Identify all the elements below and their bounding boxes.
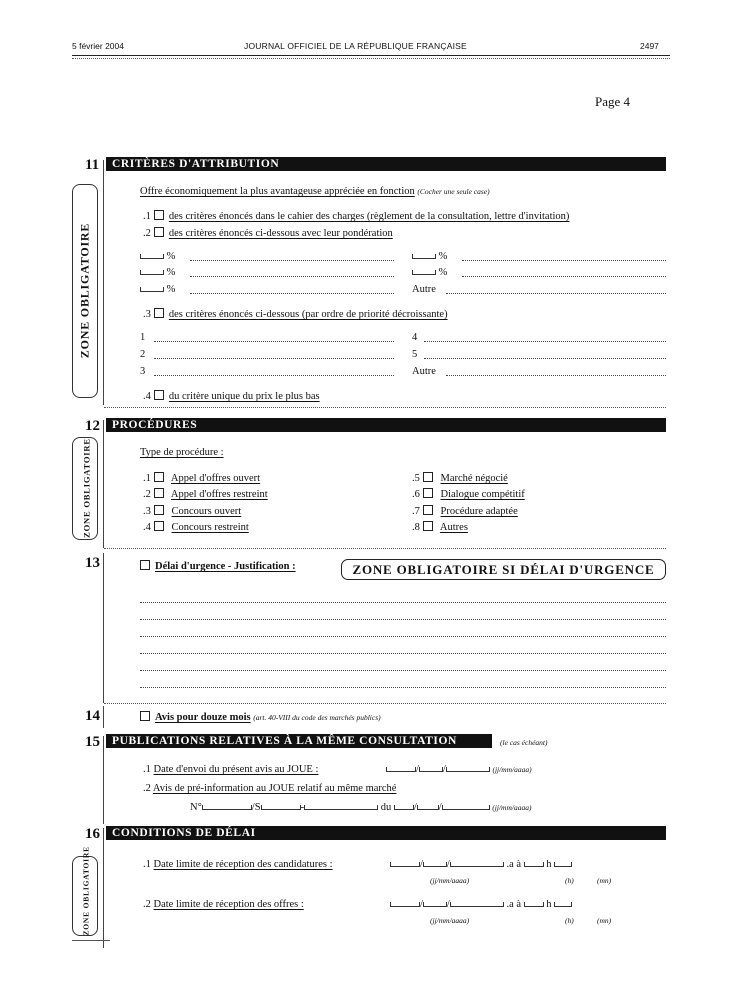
checkbox[interactable] (140, 560, 150, 570)
s15-send-date-field[interactable]: / / (jj/mm/aaaa) (386, 764, 532, 776)
s12-item-7[interactable]: .7 Procédure adaptée (412, 506, 518, 517)
input-line[interactable] (462, 260, 666, 261)
checkbox[interactable] (154, 505, 164, 515)
input-line[interactable] (140, 670, 666, 671)
input-line[interactable] (446, 293, 666, 294)
section-15-note: (le cas échéant) (500, 738, 548, 747)
s16-item-1-label: .1 Date limite de réception des candidatures : (143, 859, 333, 870)
section-11-divider (104, 407, 666, 408)
section-11-zone-frame (72, 184, 98, 398)
s11-weight-autre-label: Autre (412, 284, 436, 295)
s14-annual-notice[interactable]: Avis pour douze mois (art. 40-VIII du code des marchés publics) (140, 711, 381, 724)
input-line[interactable] (154, 375, 394, 376)
section-15-left-rule (103, 736, 104, 824)
input-line[interactable] (446, 375, 666, 376)
input-line[interactable] (154, 358, 394, 359)
input-line[interactable] (462, 276, 666, 277)
section-13-divider (104, 703, 666, 704)
input-line[interactable] (140, 653, 666, 654)
s16-offres-date-field[interactable]: / / .a à h (390, 899, 572, 911)
s11-option-3[interactable]: .3 des critères énoncés ci-dessous (par ordre de priorité décroissante) (143, 309, 448, 320)
s16-item-2-label: .2 Date limite de réception des offres : (143, 899, 304, 910)
s11-option-1[interactable]: .1 des critères énoncés dans le cahier des charges (règlement de la consultation, lettre d'invitation) (143, 211, 570, 222)
s11-weight-row-3-left[interactable]: % (140, 284, 175, 296)
s11-priority-5: 5 (412, 349, 418, 360)
section-13-left-rule (103, 553, 104, 703)
section-12-divider (104, 548, 666, 549)
section-11-left-rule (103, 160, 104, 405)
s15-prior-notice-field[interactable]: N° /S - du / / (jj/mm/aaaa) (190, 802, 532, 813)
input-line[interactable] (140, 687, 666, 688)
section-12-zone-label: ZONE OBLIGATOIRE (81, 438, 92, 538)
checkbox[interactable] (140, 711, 150, 721)
section-11-title: CRITÈRES D'ATTRIBUTION (112, 158, 280, 170)
section-16-zone-frame (72, 846, 98, 936)
section-16-zone-label: ZONE OBLIGATOIRE (81, 846, 91, 936)
section-11-number: 11 (85, 157, 100, 173)
s13-urgency[interactable]: Délai d'urgence - Justification : (140, 560, 296, 573)
checkbox[interactable] (154, 472, 164, 482)
s16-item-1-hour-format: (h) (565, 876, 574, 885)
s12-item-5[interactable]: .5 Marché négocié (412, 473, 508, 484)
s13-zone-badge: ZONE OBLIGATOIRE SI DÉLAI D'URGENCE (341, 559, 666, 580)
s11-option-2[interactable]: .2 des critères énoncés ci-dessous avec leur pondération (143, 228, 393, 239)
section-14-left-rule (103, 706, 104, 728)
page-bottom-rule (72, 940, 110, 941)
s11-weight-row-2-left[interactable]: % (140, 267, 175, 279)
input-line[interactable] (154, 341, 394, 342)
s16-item-2-hour-format: (h) (565, 916, 574, 925)
checkbox[interactable] (423, 521, 433, 531)
section-15-number: 15 (85, 734, 100, 750)
s16-item-1-date-format: (jj/mm/aaaa) (430, 876, 470, 885)
input-line[interactable] (190, 276, 394, 277)
section-16-title: CONDITIONS DE DÉLAI (112, 827, 256, 839)
header-page-number: 2497 (640, 41, 659, 51)
section-12-zone-frame (72, 437, 98, 540)
header-rule (72, 55, 670, 56)
header-rule-dotted (72, 58, 670, 59)
s12-item-2[interactable]: .2 Appel d'offres restreint (143, 489, 268, 500)
input-line[interactable] (190, 260, 394, 261)
s11-priority-4: 4 (412, 332, 418, 343)
input-line[interactable] (140, 636, 666, 637)
section-16-left-rule (103, 828, 104, 948)
s11-weight-row-1-left[interactable]: % (140, 251, 175, 263)
section-12-number: 12 (85, 418, 100, 434)
checkbox[interactable] (154, 390, 164, 400)
s11-priority-autre: Autre (412, 366, 436, 377)
s11-intro: Offre économiquement la plus avantageuse appréciée en fonction (Cocher une seule case) (140, 186, 490, 197)
checkbox[interactable] (154, 227, 164, 237)
section-16-number: 16 (85, 826, 100, 842)
s11-option-4[interactable]: .4 du critère unique du prix le plus bas (143, 391, 320, 402)
input-line[interactable] (424, 341, 666, 342)
section-16-header (106, 826, 666, 840)
checkbox[interactable] (154, 210, 164, 220)
header-date: 5 février 2004 (72, 41, 124, 51)
s12-item-8[interactable]: .8 Autres (412, 522, 468, 533)
page-label: Page 4 (595, 94, 631, 109)
checkbox[interactable] (423, 488, 433, 498)
s16-item-2-date-format: (jj/mm/aaaa) (430, 916, 470, 925)
checkbox[interactable] (154, 521, 164, 531)
s11-priority-3: 3 (140, 366, 146, 377)
checkbox[interactable] (423, 472, 433, 482)
section-15-title: PUBLICATIONS RELATIVES À LA MÊME CONSULTATION (112, 735, 457, 747)
s16-item-2-minute-format: (mn) (597, 916, 612, 925)
input-line[interactable] (190, 293, 394, 294)
section-14-number: 14 (85, 708, 100, 724)
s16-candidatures-date-field[interactable]: / / .a à h (390, 859, 572, 871)
section-11-zone-label: ZONE OBLIGATOIRE (77, 222, 92, 359)
s11-weight-row-2-right[interactable]: % (412, 267, 447, 279)
s12-type-label: Type de procédure : (140, 447, 224, 458)
s12-item-3[interactable]: .3 Concours ouvert (143, 506, 242, 517)
section-11-header (106, 157, 666, 171)
s15-item-2-label: .2 Avis de pré-information au JOUE relatif au même marché (143, 783, 397, 794)
section-12-left-rule (103, 420, 104, 548)
s11-priority-2: 2 (140, 349, 146, 360)
s11-weight-row-1-right[interactable]: % (412, 251, 447, 263)
checkbox[interactable] (154, 488, 164, 498)
s12-item-1[interactable]: .1 Appel d'offres ouvert (143, 473, 261, 484)
s11-priority-1: 1 (140, 332, 146, 343)
header-journal: JOURNAL OFFICIEL DE LA RÉPUBLIQUE FRANÇAISE (244, 41, 467, 51)
section-15-header (106, 734, 492, 748)
section-13-number: 13 (85, 555, 100, 571)
s16-item-1-minute-format: (mn) (597, 876, 612, 885)
s12-item-6[interactable]: .6 Dialogue compétitif (412, 489, 525, 500)
checkbox[interactable] (154, 308, 164, 318)
input-line[interactable] (140, 619, 666, 620)
input-line[interactable] (140, 602, 666, 603)
s15-item-1-label: .1 Date d'envoi du présent avis au JOUE : (143, 764, 319, 775)
section-12-header (106, 418, 666, 432)
s12-item-4[interactable]: .4 Concours restreint (143, 522, 249, 533)
section-12-title: PROCÉDURES (112, 419, 198, 431)
checkbox[interactable] (423, 505, 433, 515)
input-line[interactable] (424, 358, 666, 359)
